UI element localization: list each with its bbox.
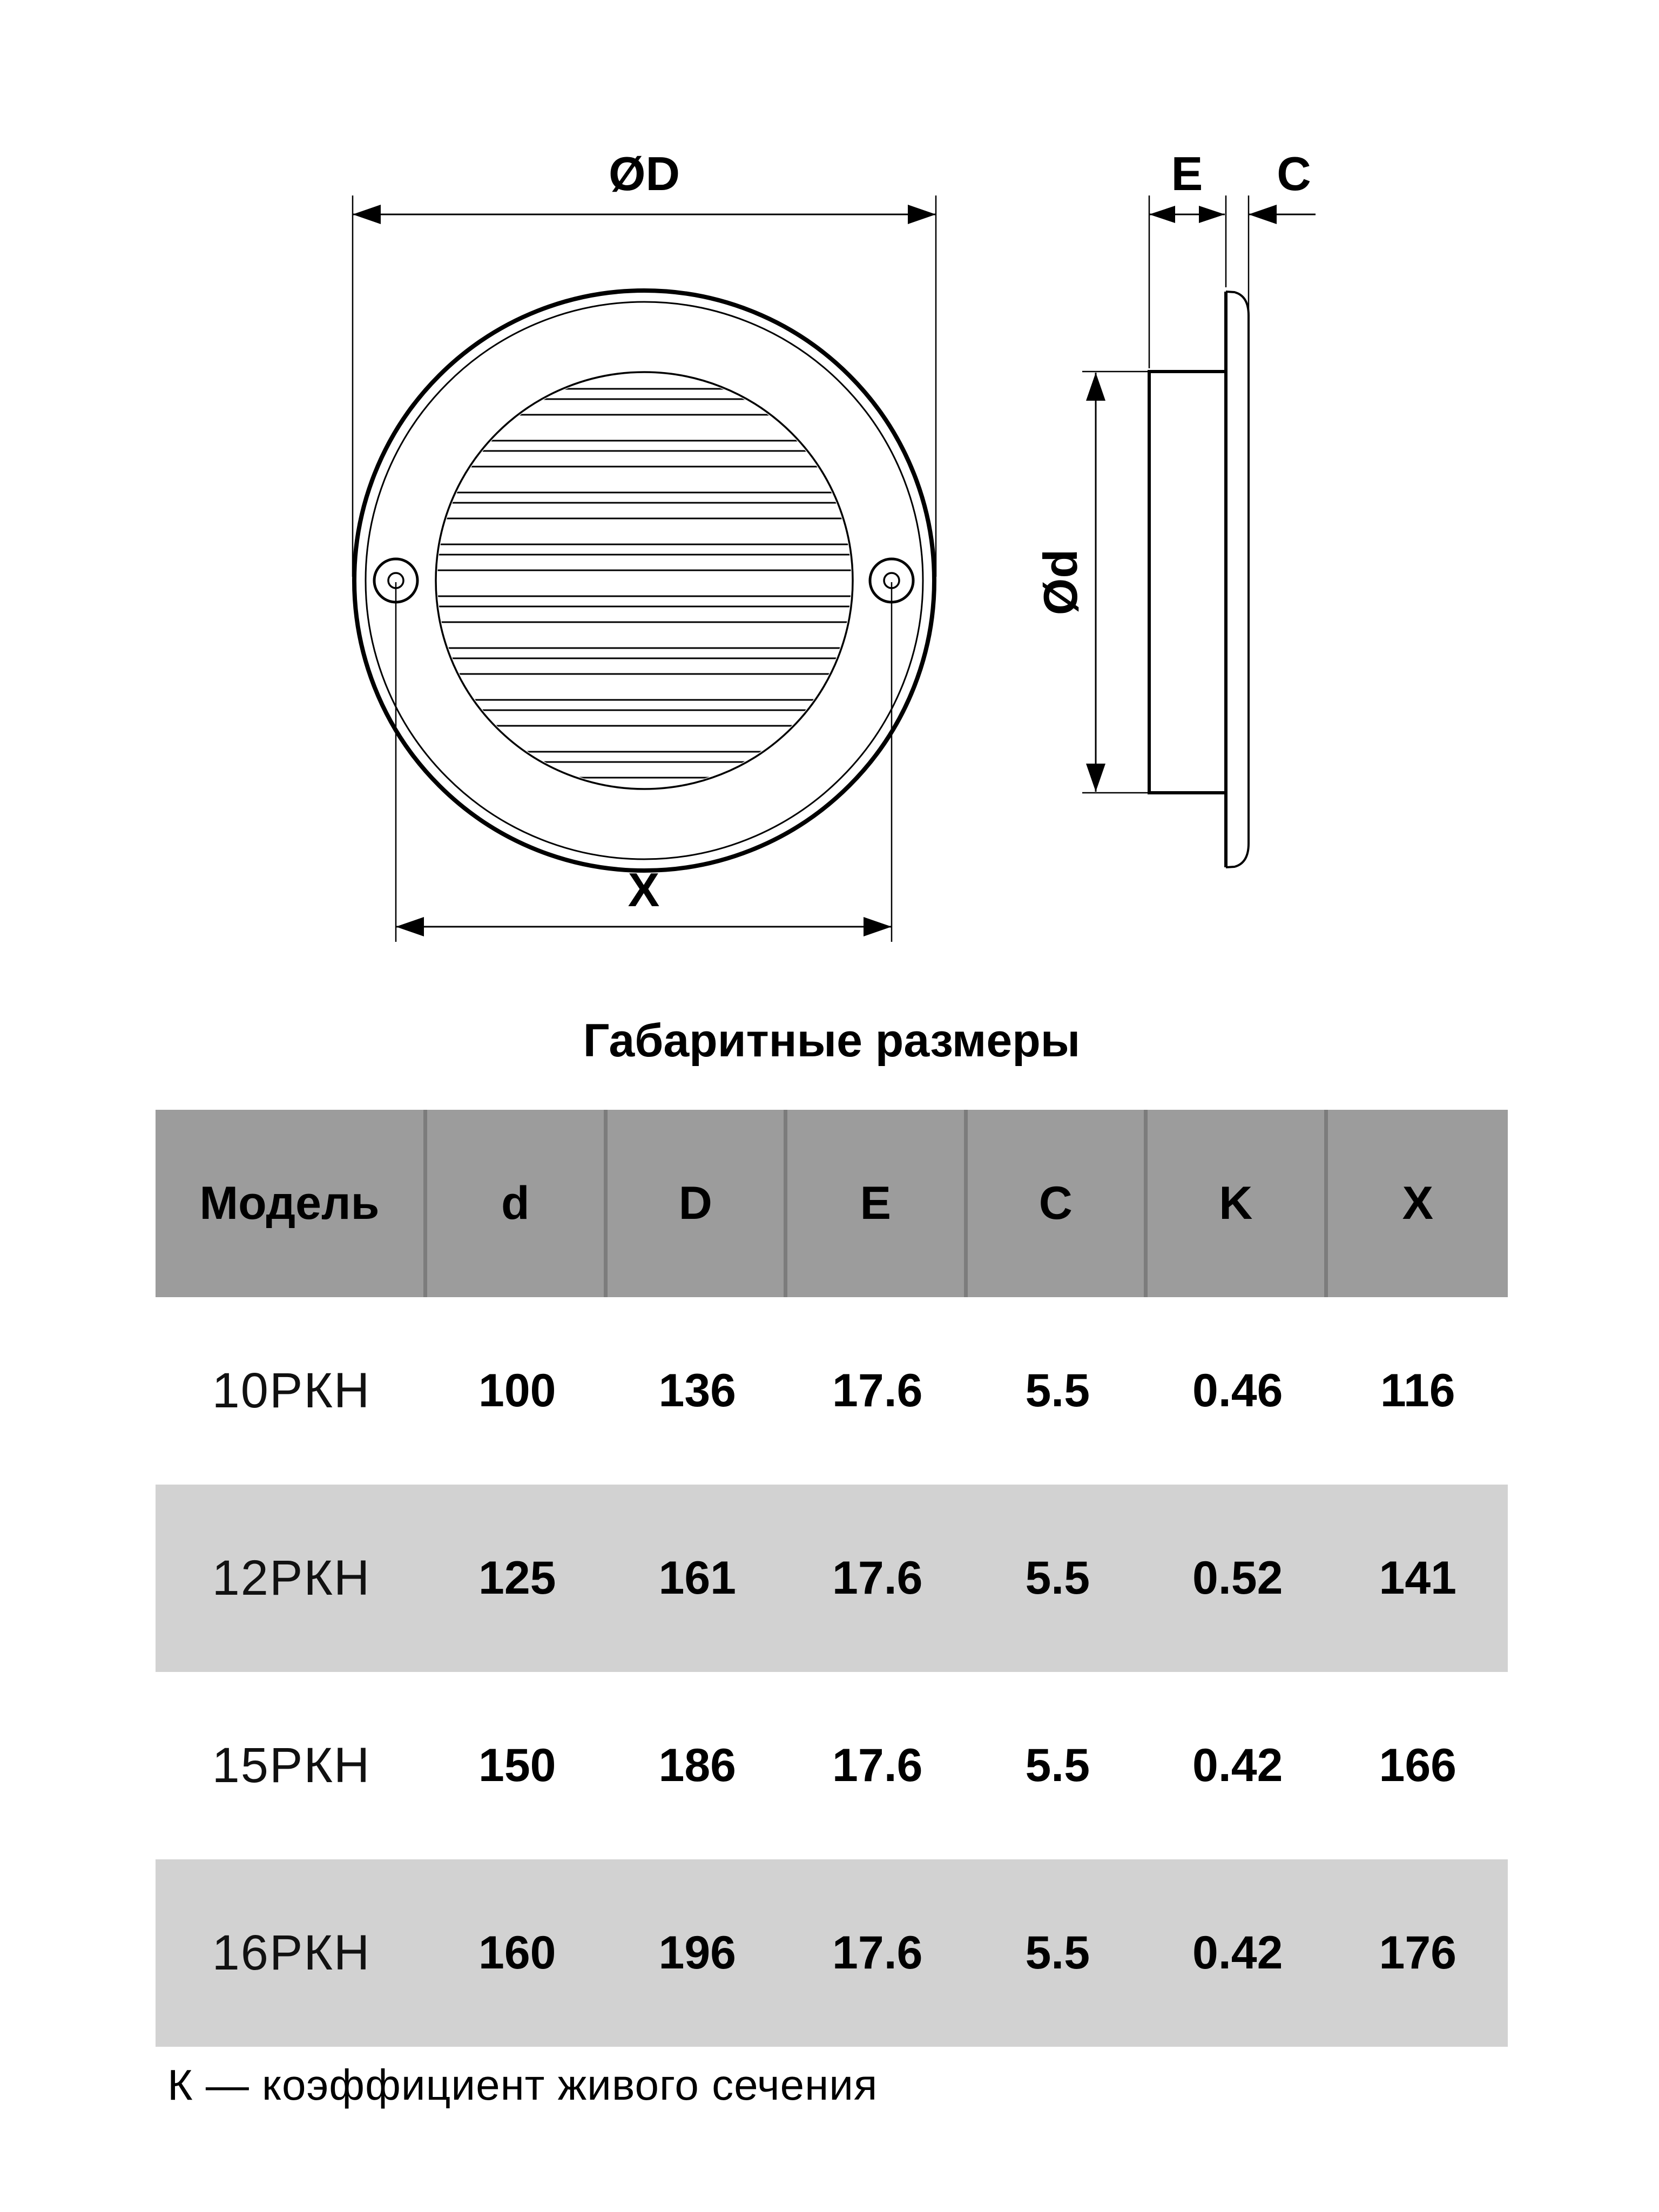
value-K: 0.46 bbox=[1192, 1365, 1283, 1417]
value-D: 161 bbox=[658, 1552, 736, 1604]
duct-diameter-label: Ød bbox=[1034, 549, 1087, 616]
table-row bbox=[156, 1297, 1508, 1485]
dimensions-table bbox=[156, 1110, 1508, 2047]
value-C: 5.5 bbox=[1025, 1739, 1090, 1791]
depth-label: E bbox=[1171, 147, 1203, 200]
rim-circle bbox=[366, 302, 923, 859]
model-name: 12РКН bbox=[212, 1550, 371, 1606]
value-D: 136 bbox=[658, 1365, 736, 1417]
model-name: 16РКН bbox=[212, 1925, 371, 1980]
duct-tube bbox=[1149, 372, 1226, 793]
outer-diameter-label: ØD bbox=[609, 147, 680, 200]
value-d: 125 bbox=[478, 1552, 556, 1604]
value-d: 100 bbox=[478, 1365, 556, 1417]
header-C: C bbox=[968, 1110, 1148, 1297]
outer-circle bbox=[354, 291, 934, 871]
flange-thickness-label: C bbox=[1277, 147, 1311, 200]
header-X: X bbox=[1402, 1177, 1433, 1229]
table-row bbox=[156, 1859, 1508, 2047]
table-header-row bbox=[156, 1110, 1508, 1297]
louver-slats bbox=[432, 389, 857, 778]
value-E: 17.6 bbox=[832, 1927, 923, 1979]
dimension-duct-diameter bbox=[1034, 372, 1148, 793]
side-view bbox=[1034, 147, 1316, 867]
value-D: 186 bbox=[658, 1739, 736, 1791]
model-name: 10РКН bbox=[212, 1363, 371, 1418]
dimension-outer-diameter bbox=[353, 147, 936, 577]
value-K: 0.42 bbox=[1192, 1927, 1283, 1979]
value-E: 17.6 bbox=[832, 1365, 923, 1417]
value-d: 160 bbox=[478, 1927, 556, 1979]
header-K: K bbox=[1148, 1110, 1328, 1297]
dimension-flange-c bbox=[1226, 147, 1316, 311]
table-row bbox=[156, 1672, 1508, 1859]
table-row bbox=[156, 1485, 1508, 1672]
value-C: 5.5 bbox=[1025, 1552, 1090, 1604]
value-K: 0.52 bbox=[1192, 1552, 1283, 1604]
value-d: 150 bbox=[478, 1739, 556, 1791]
value-X: 176 bbox=[1379, 1927, 1456, 1979]
flange-front-face bbox=[1226, 292, 1249, 867]
header-model: Модель bbox=[156, 1110, 427, 1297]
footnote-k-coefficient: К — коэффициент живого сечения bbox=[167, 2061, 878, 2109]
header-E: E bbox=[787, 1110, 968, 1297]
value-E: 17.6 bbox=[832, 1552, 923, 1604]
value-X: 116 bbox=[1380, 1365, 1455, 1417]
value-C: 5.5 bbox=[1025, 1365, 1090, 1417]
value-D: 196 bbox=[658, 1927, 736, 1979]
value-C: 5.5 bbox=[1025, 1927, 1090, 1979]
value-X: 166 bbox=[1379, 1739, 1456, 1791]
header-D: D bbox=[608, 1110, 788, 1297]
value-E: 17.6 bbox=[832, 1739, 923, 1791]
hole-spacing-label: X bbox=[628, 863, 660, 916]
value-X: 141 bbox=[1379, 1552, 1456, 1604]
section-title: Габаритные размеры bbox=[583, 1015, 1081, 1067]
dimension-depth-e bbox=[1149, 147, 1225, 368]
model-name: 15РКН bbox=[212, 1738, 371, 1793]
front-view bbox=[353, 147, 936, 942]
header-d: d bbox=[427, 1110, 608, 1297]
value-K: 0.42 bbox=[1192, 1739, 1283, 1791]
